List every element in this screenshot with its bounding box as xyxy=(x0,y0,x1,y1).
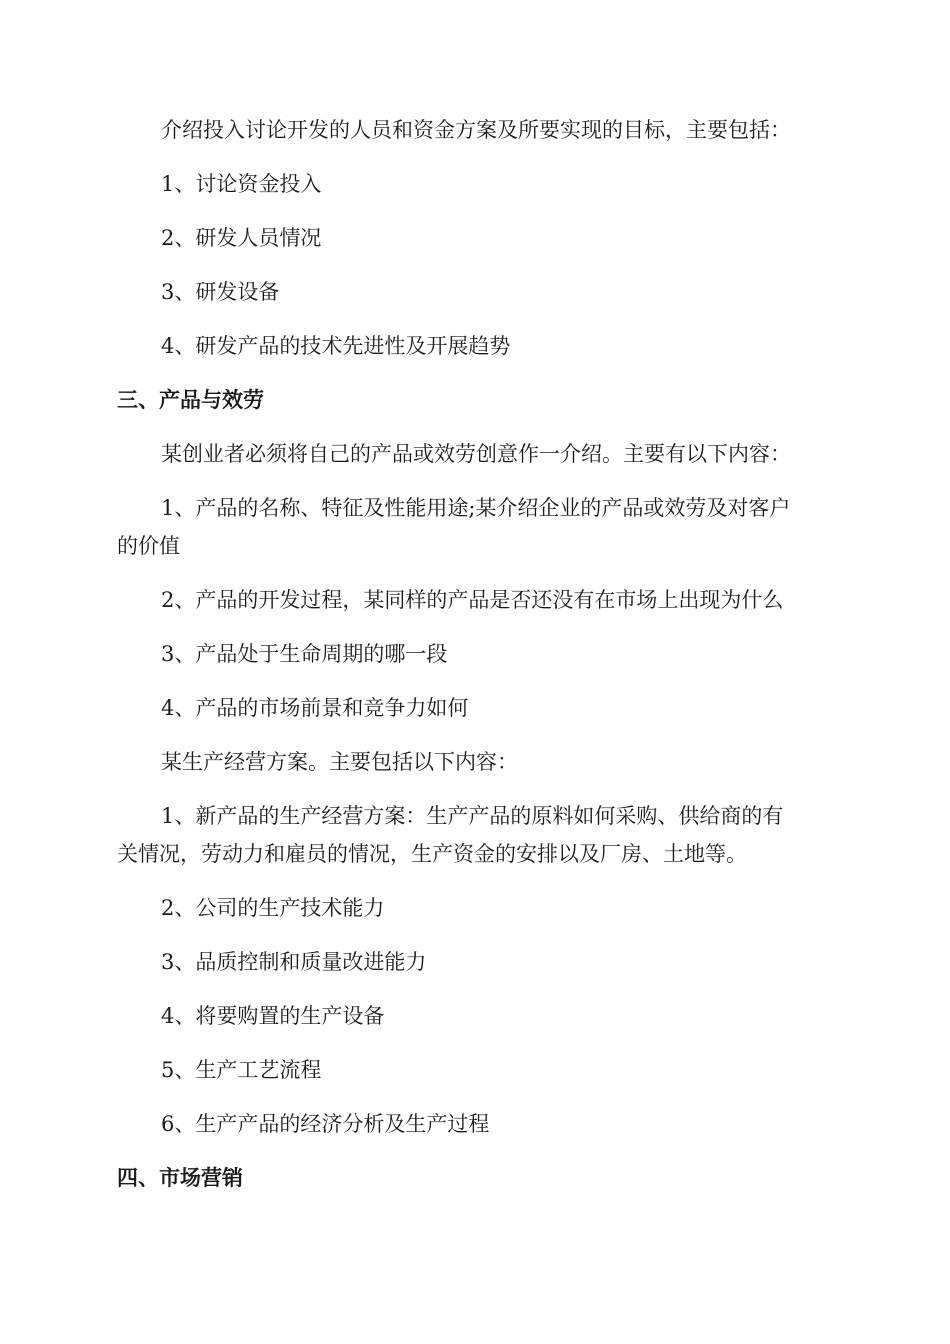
list-item-economic-analysis: 6、生产产品的经济分析及生产过程 xyxy=(161,1112,490,1136)
list-item-funding: 1、讨论资金投入 xyxy=(161,172,322,196)
list-item-tech-trend: 4、研发产品的技术先进性及开展趋势 xyxy=(161,334,511,358)
section-heading-marketing: 四、市场营销 xyxy=(117,1166,243,1190)
list-item-equipment-purchase: 4、将要购置的生产设备 xyxy=(161,1004,385,1028)
list-item-equipment: 3、研发设备 xyxy=(161,280,280,304)
list-item-dev-process: 2、产品的开发过程，某同样的产品是否还没有在市场上出现为什么 xyxy=(161,588,784,612)
list-item-new-product-plan-cont: 关情况，劳动力和雇员的情况，生产资金的安排以及厂房、土地等。 xyxy=(117,842,747,866)
list-item-new-product-plan: 1、新产品的生产经营方案：生产产品的原料如何采购、供给商的有 xyxy=(161,804,784,828)
list-item-market-outlook: 4、产品的市场前景和竞争力如何 xyxy=(161,696,469,720)
paragraph-products-intro: 某创业者必须将自己的产品或效劳创意作一介绍。主要有以下内容： xyxy=(161,442,791,466)
list-item-product-name-cont: 的价值 xyxy=(117,534,180,558)
list-item-process-flow: 5、生产工艺流程 xyxy=(161,1058,322,1082)
list-item-quality-control: 3、品质控制和质量改进能力 xyxy=(161,950,427,974)
list-item-tech-capability: 2、公司的生产技术能力 xyxy=(161,896,385,920)
list-item-product-name: 1、产品的名称、特征及性能用途;某介绍企业的产品或效劳及对客户 xyxy=(161,496,791,520)
list-item-personnel: 2、研发人员情况 xyxy=(161,226,322,250)
section-heading-products: 三、产品与效劳 xyxy=(117,388,264,412)
paragraph-rd-plan-intro: 介绍投入讨论开发的人员和资金方案及所要实现的目标，主要包括： xyxy=(161,118,791,142)
paragraph-production-plan: 某生产经营方案。主要包括以下内容： xyxy=(161,750,518,774)
list-item-lifecycle: 3、产品处于生命周期的哪一段 xyxy=(161,642,448,666)
